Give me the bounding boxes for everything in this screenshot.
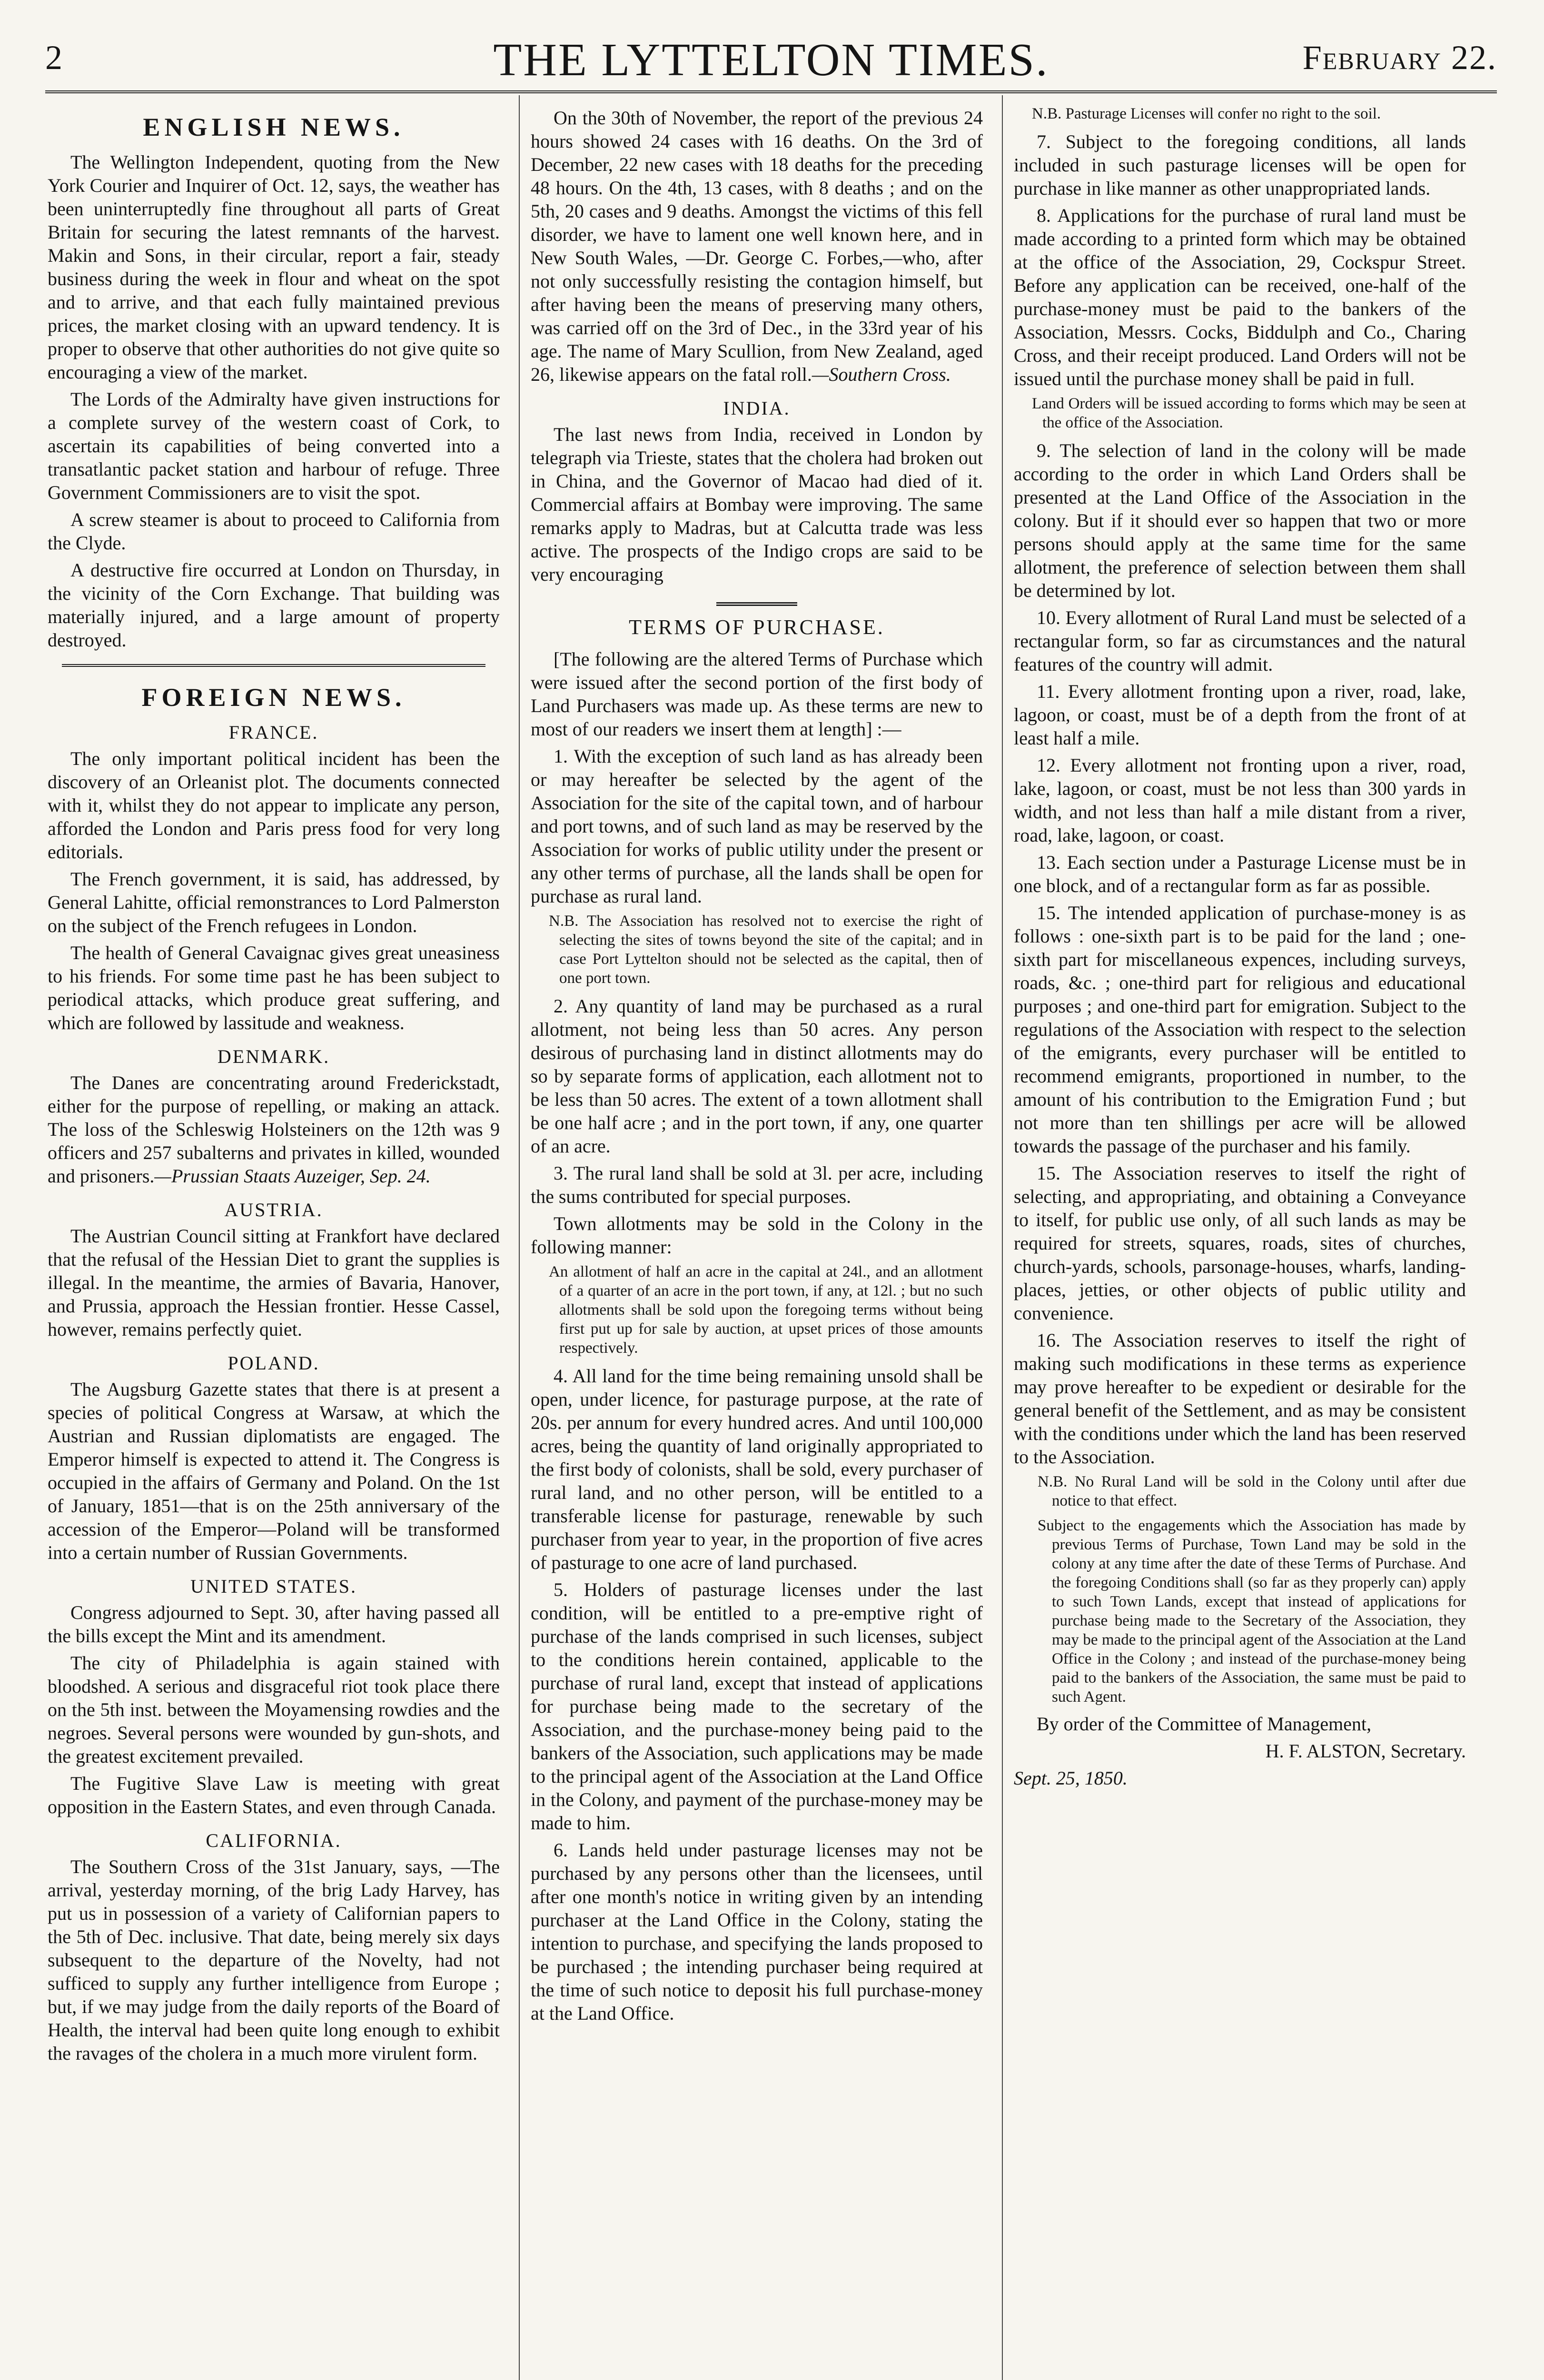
english-paragraph: The Wellington Independent, quoting from the New York Courier and Inquirer of Oct. 12, says, the weather has been uninterruptedly fine throughout all parts of Great Britain for securing the latest remnants of the harvest. Makin and Sons, in their circular, report a fair, steady business during the week in flour and wheat on the spot and to arrive, and that each fully maintained previous prices, the market closing with an upward tendency. It is proper to observe that other authorities do not give quite so encouraging a view of the market. xyxy=(48,151,500,383)
terms-item-12: 12. Every allotment not fronting upon a river, road, lake, lagoon, or coast, must be not less than 300 yards in width, and not less than half a mile distant from a river, road, lake, lagoon, or coast. xyxy=(1014,754,1466,846)
france-paragraph: The French government, it is said, has addressed, by General Lahitte, official remonstrances to Lord Palmerston on the subject of the French refugees in London. xyxy=(48,868,500,936)
california-paragraph-2: On the 30th of November, the report of the previous 24 hours showed 24 cases with 16 deaths. On the 3rd of December, 22 new cases with 18 deaths for the preceding 48 hours. On the 4th, 13 cases, with 8 deaths ; and on the 5th, 20 cases and 9 deaths. Amongst the victims of this fell disorder, we have to lament one well known here, and in New South Wales, —Dr. George C. Forbes,—who, after not only successfully resisting the contagion himself, but after having been the means of preserving many others, was carried off on the 3rd of Dec., in the 33rd year of his age. The name of Mary Scullion, from New Zealand, aged 26, likewise appears on the fatal roll.—Southern Cross. xyxy=(531,107,983,385)
english-paragraph: A screw steamer is about to proceed to California from the Clyde. xyxy=(48,509,500,554)
newspaper-title: THE LYTTELTON TIMES. xyxy=(493,34,1049,86)
us-paragraph: The Fugitive Slave Law is meeting with great opposition in the Eastern States, and even through Canada. xyxy=(48,1773,500,1817)
terms-item-3: 3. The rural land shall be sold at 3l. per acre, including the sums contributed for special purposes. xyxy=(531,1162,983,1207)
terms-item-6: 6. Lands held under pasturage licenses may not be purchased by any persons other than the licensees, until after one month's notice in writing given by an intending purchaser at the Land Office in the Colony, stating the intention to purchase, and specifying the lands proposed to be purchased ; the intending purchaser being required at the time of such notice to deposit his full purchase-money at the Land Office. xyxy=(531,1839,983,2024)
terms-heading: TERMS OF PURCHASE. xyxy=(629,615,885,639)
issue-date: February 22. xyxy=(1302,39,1497,77)
terms-signature: H. F. ALSTON, Secretary. xyxy=(1265,1740,1466,1762)
california-paragraph: The Southern Cross of the 31st January, says, —The arrival, yesterday morning, of the brig Lady Harvey, has put us in possession of a variety of Californian papers to the 5th of Dec. inclusive. That date, being merely six days subsequent to the departure of the Novelty, had not sufficed to supply any further intelligence from Europe ; but, if we may judge from the daily reports of the Board of Health, the interval had been quite long enough to exhibit the ravages of the cholera in a much more virulent form. xyxy=(48,1856,500,2064)
poland-heading: POLAND. xyxy=(228,1352,320,1374)
france-paragraph: The health of General Cavaignac gives great uneasiness to his friends. For some time past he has been subject to periodical attacks, which produce great suffering, and which are followed by lassitude and weakness. xyxy=(48,942,500,1033)
foreign-news-heading: FOREIGN NEWS. xyxy=(141,683,406,712)
terms-note-16b: Subject to the engagements which the Association has made by previous Terms of Purchase, Town Land may be sold in the colony at any time after the date of these Terms of Purchase. And the foregoing Conditions shall (so far as they properly can) apply to such Town Lands, except that instead of applications for purchase being made to the Secretary of the Association, they may be made to the principal agent of the Association at the Land Office in the Colony ; and instead of the purchase-money being paid to the bankers of the Association, the same must be paid to such Agent. xyxy=(1038,1517,1466,1706)
terms-order: By order of the Committee of Management, xyxy=(1037,1713,1372,1735)
terms-item-1: 1. With the exception of such land as has already been or may hereafter be selected by the agent of the Association for the site of the capital town, and of harbour and port towns, and of such land as may be reserved by the Association for works of public utility under the present or any other terms of purchase, all the lands shall be open for purchase as rural land. xyxy=(531,745,983,907)
denmark-heading: DENMARK. xyxy=(217,1046,330,1067)
section-separator xyxy=(716,602,797,606)
denmark-source: —Prussian Staats Auzeiger, Sep. 24. xyxy=(154,1165,431,1187)
english-paragraph: The Lords of the Admiralty have given instructions for a complete survey of the western coast of Cork, to ascertain its capabilities of being converted into a transatlantic packet station and harbour of refuge. Three Government Commissioners are to visit the spot. xyxy=(48,388,500,503)
english-paragraph: A destructive fire occurred at London on Thursday, in the vicinity of the Corn Exchange. That building was materially injured, and a large amount of property destroyed. xyxy=(48,559,500,651)
terms-item-3b: Town allotments may be sold in the Colony in the following manner: xyxy=(531,1213,983,1258)
united-states-heading: UNITED STATES. xyxy=(190,1576,357,1597)
india-paragraph: The last news from India, received in London by telegraph via Trieste, states that the cholera had broken out in China, and the Governor of Macao had died of it. Commercial affairs at Bombay were improving. The same remarks apply to Madras, but at Calcutta trade was less active. The prospects of the Indigo crops are said to be very encouraging xyxy=(531,424,983,585)
terms-note-16a: N.B. No Rural Land will be sold in the Colony until after due notice to that effect. xyxy=(1038,1473,1466,1509)
california-heading: CALIFORNIA. xyxy=(206,1830,342,1851)
column-1 xyxy=(48,102,500,2380)
france-paragraph: The only important political incident has been the discovery of an Orleanist plot. The documents connected with it, whilst they do not appear to implicate any person, afforded the London and Paris press food for very long editorials. xyxy=(48,748,500,863)
terms-item-10: 10. Every allotment of Rural Land must be selected of a rectangular form, so far as circumstances and the natural features of the country will admit. xyxy=(1014,607,1466,675)
terms-item-4: 4. All land for the time being remaining unsold shall be open, under licence, for pasturage purpose, at the rate of 20s. per annum for every hundred acres. And until 100,000 acres, being the quantity of land originally appropriated to the first body of colonists, shall be sold, every purchaser of rural land, and no other person, will be entitled to a transferable license for pasturage, renewable by such purchaser from year to year, in the proportion of five acres of pasturage to one acre of land purchased. xyxy=(531,1365,983,1573)
section-separator xyxy=(62,664,485,667)
austria-heading: AUSTRIA. xyxy=(224,1199,323,1220)
column-2 xyxy=(531,102,983,2380)
terms-item-13: 13. Each section under a Pasturage License must be in one block, and of a rectangular form as far as possible. xyxy=(1014,852,1466,896)
terms-item-5: 5. Holders of pasturage licenses under the last condition, will be entitled to a pre-emptive right of purchase of the lands comprised in such licenses, subject to the conditions herein contained, applicable to the purchase of rural land, except that instead of applications for purchase being made to the secretary of the Association, and the purchase-money being paid to the bankers of the Association, such applications may be made to the principal agent of the Association at the Land Office in the Colony, and payment of the purchase-money may be made to him. xyxy=(531,1579,983,1834)
terms-note-1: N.B. The Association has resolved not to exercise the right of selecting the sites of towns beyond the site of the capital; and in case Port Lyttelton should not be selected as the capital, then of one port town. xyxy=(549,912,983,987)
terms-date: Sept. 25, 1850. xyxy=(1014,1767,1128,1789)
masthead xyxy=(45,29,1497,86)
california-source: —Southern Cross. xyxy=(812,364,951,385)
france-heading: FRANCE. xyxy=(228,722,319,743)
terms-item-14: 15. The intended application of purchase-money is as follows : one-sixth part is to be paid for the land ; one-sixth part for miscellaneous expences, including surveys, roads, &c. ; one-third part for religious and educational purposes ; and one-third part for emigration. Subject to the regulations of the Association with respect to the selection of the emigrants, every purchaser will be entitled to recommend emigrants, proportioned in number, to the amount of his contribution to the Emigration Fund ; but not more than ten shillings per acre will be allowed towards the passage of the purchaser and his family. xyxy=(1014,902,1466,1157)
terms-item-8: 8. Applications for the purchase of rural land must be made according to a printed form which may be obtained at the office of the Association, 29, Cockspur Street. Before any application can be received, one-half of the purchase-money must be paid to the bankers of the Association, Messrs. Cocks, Biddulph and Co., Charing Cross, and their receipt produced. Land Orders will not be issued until the purchase money shall be paid in full. xyxy=(1014,205,1466,389)
terms-item-16: 16. The Association reserves to itself the right of making such modifications in these terms as experience may prove hereafter to be expedient or desirable for the general benefit of the Settlement, and as may be consistent with the conditions under which the land has been reserved to the Association. xyxy=(1014,1329,1466,1468)
masthead-rule xyxy=(45,90,1497,93)
page-number: 2 xyxy=(45,39,62,77)
column-divider xyxy=(519,95,520,2380)
india-heading: INDIA. xyxy=(723,397,791,419)
terms-note-8: Land Orders will be issued according to forms which may be seen at the office of the Association. xyxy=(1032,395,1466,431)
terms-item-2: 2. Any quantity of land may be purchased as a rural allotment, not being less than 50 acres. Any person desirous of purchasing land in distinct allotments may do so by separate forms of application, each allotment not to be less than 50 acres. The extent of a town allotment shall be one half acre ; and in the port town, if any, one quarter of an acre. xyxy=(531,995,983,1157)
terms-item-9: 9. The selection of land in the colony will be made according to the order in which Land Orders shall be presented at the Land Office of the Association in the colony. But if it should ever so happen that two or more persons should apply at the same time for the same allotment, the preference of selection between them shall be determined by lot. xyxy=(1014,440,1466,601)
denmark-paragraph: The Danes are concentrating around Frederickstadt, either for the purpose of repelling, or making an attack. The loss of the Schleswig Holsteiners on the 12th was 9 officers and 257 subalterns and privates in killed, wounded and prisoners.—Prussian Staats Auzeiger, Sep. 24. xyxy=(48,1072,500,1187)
terms-intro: [The following are the altered Terms of Purchase which were issued after the second portion of the first body of Land Purchasers was made up. As these terms are new to most of our readers we insert them at length] :— xyxy=(531,648,983,740)
column-divider xyxy=(1002,95,1003,2380)
column-3 xyxy=(1014,102,1466,2380)
terms-item-15: 15. The Association reserves to itself the right of selecting, and appropriating, and obtaining a Conveyance to itself, for public use only, of all such lands as may be required for streets, squares, roads, sites of churches, church-yards, schools, parsonage-houses, wharfs, landing-places, jetties, or other objects of public utility and convenience. xyxy=(1014,1162,1466,1324)
terms-note-3: An allotment of half an acre in the capital at 24l., and an allotment of a quarter of an acre in the port town, if any, at 12l. ; but no such allotments shall be sold upon the foregoing terms without being first put up for sale by auction, at upset prices of those amounts respectively. xyxy=(549,1263,983,1357)
austria-paragraph: The Austrian Council sitting at Frankfort have declared that the refusal of the Hessian Diet to grant the supplies is illegal. In the meantime, the armies of Bavaria, Hanover, and Prussia, approach the Hessian frontier. Hesse Cassel, however, remains perfectly quiet. xyxy=(48,1225,500,1340)
terms-item-7: 7. Subject to the foregoing conditions, all lands included in such pasturage licenses will be open for purchase in like manner as other unappropriated lands. xyxy=(1014,131,1466,199)
terms-note-6: N.B. Pasturage Licenses will confer no right to the soil. xyxy=(1032,105,1381,122)
english-news-heading: ENGLISH NEWS. xyxy=(143,113,405,141)
us-paragraph: Congress adjourned to Sept. 30, after having passed all the bills except the Mint and its amendment. xyxy=(48,1602,500,1646)
poland-paragraph: The Augsburg Gazette states that there is at present a species of political Congress at Warsaw, at which the Austrian and Russian diplomatists are engaged. The Emperor himself is expected to attend it. The Congress is occupied in the affairs of Germany and Poland. On the 1st of January, 1851—that is on the 25th anniversary of the accession of the Emperor—Poland will be transformed into a certain number of Russian Governments. xyxy=(48,1378,500,1563)
us-paragraph: The city of Philadelphia is again stained with bloodshed. A serious and disgraceful riot took place there on the 5th inst. between the Moyamensing rowdies and the negroes. Several persons were wounded by gun-shots, and the greatest excitement prevailed. xyxy=(48,1652,500,1767)
terms-item-11: 11. Every allotment fronting upon a river, road, lake, lagoon, or coast, must be of a depth from the front of at least half a mile. xyxy=(1014,681,1466,749)
